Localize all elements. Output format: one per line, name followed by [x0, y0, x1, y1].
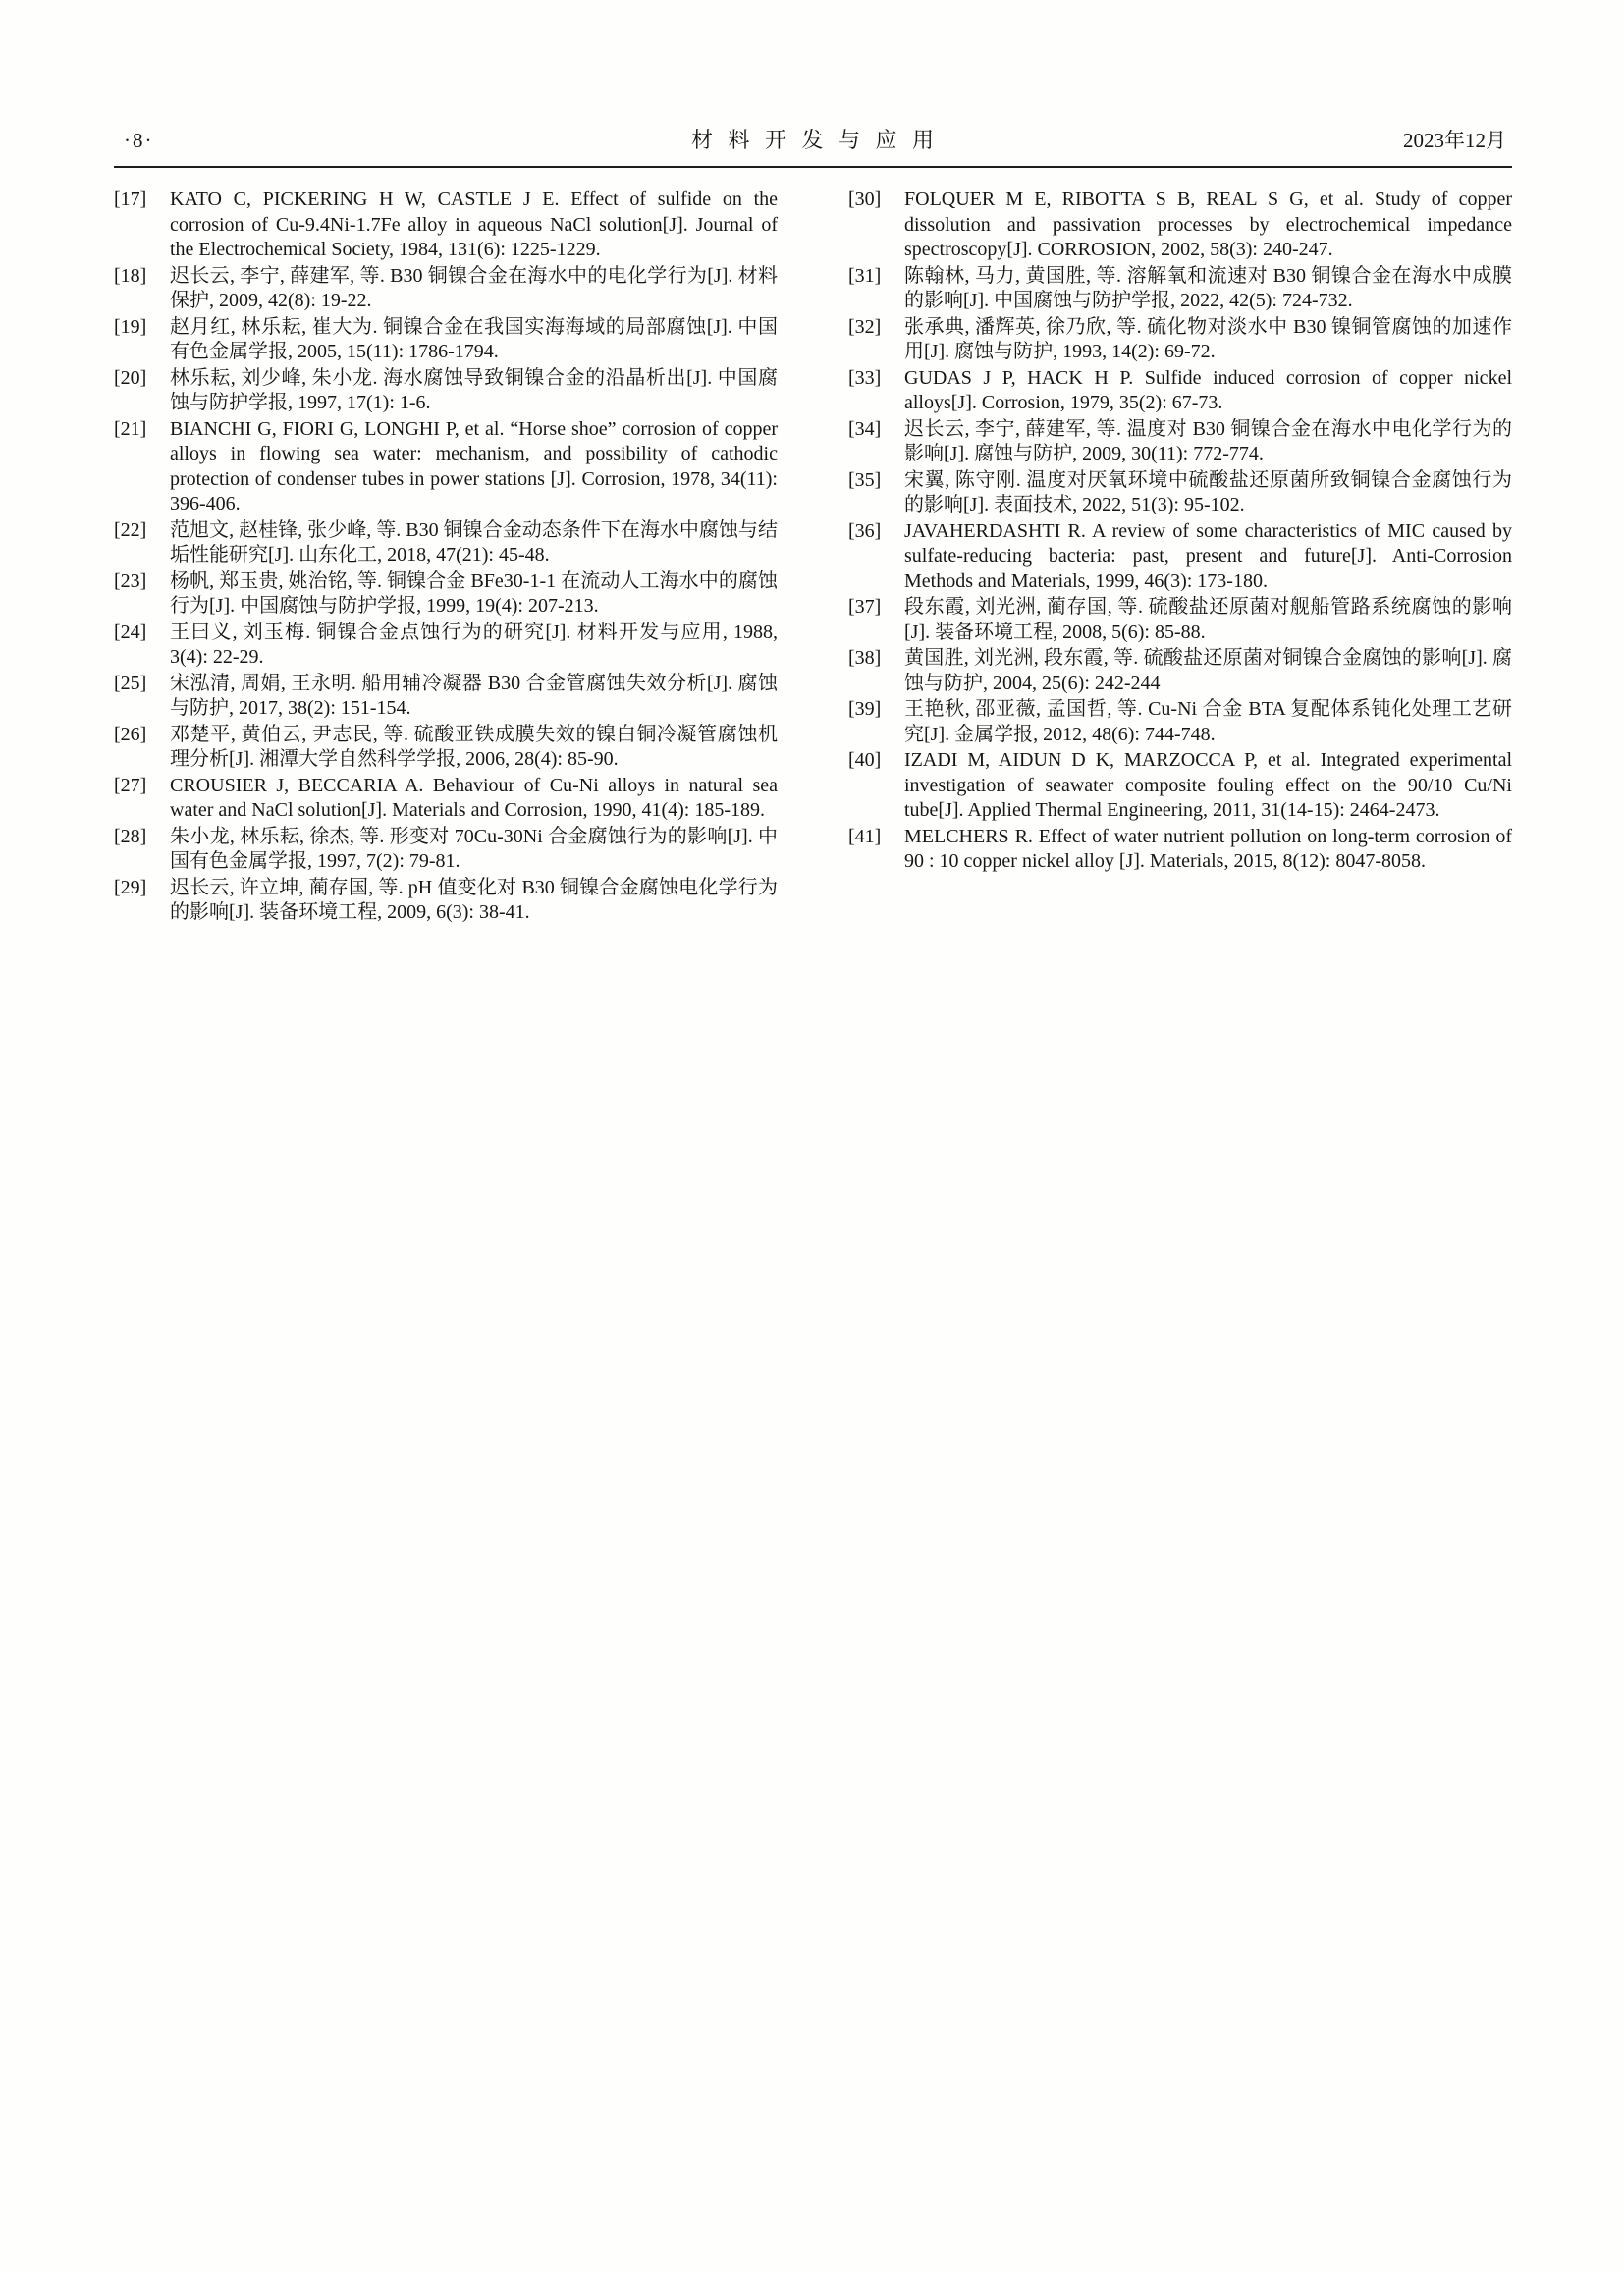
- reference-item: [114, 672, 778, 722]
- reference-item: [848, 825, 1512, 875]
- reference-number: [24]: [114, 621, 147, 643]
- page-header: [114, 124, 1512, 166]
- reference-item: [114, 518, 778, 568]
- reference-item: [848, 468, 1512, 518]
- reference-text: FOLQUER M E, RIBOTTA S B, REAL S G, et al. Study of copper dissolution and passivation processes by electrochemical impedance spectroscopy[J]. CORROSION, 2002, 58(3): 240-247.: [904, 189, 1512, 260]
- reference-number: [36]: [848, 519, 882, 542]
- reference-item: [114, 774, 778, 824]
- reference-item: [114, 825, 778, 875]
- reference-text: 宋翼, 陈守刚. 温度对厌氧环境中硫酸盐还原菌所致铜镍合金腐蚀行为的影响[J]. 表面技术, 2022, 51(3): 95-102.: [904, 468, 1512, 515]
- reference-text: 迟长云, 李宁, 薛建军, 等. 温度对 B30 铜镍合金在海水中电化学行为的影响[J]. 腐蚀与防护, 2009, 30(11): 772-774.: [904, 417, 1512, 464]
- reference-text: IZADI M, AIDUN D K, MARZOCCA P, et al. Integrated experimental investigation of seawater composite fouling effect on the 90/10 Cu/Ni tube[J]. Applied Thermal Engineering, 2011, 31(14-15): 2464-2473.: [904, 749, 1512, 821]
- reference-item: [114, 723, 778, 773]
- reference-item: [114, 188, 778, 263]
- reference-number: [34]: [848, 417, 882, 440]
- reference-item: [848, 188, 1512, 263]
- reference-text: 黄国胜, 刘光洲, 段东霞, 等. 硫酸盐还原菌对铜镍合金腐蚀的影响[J]. 腐蚀与防护, 2004, 25(6): 242-244: [904, 647, 1512, 694]
- reference-item: [848, 697, 1512, 747]
- reference-text: 迟长云, 许立坤, 蔺存国, 等. pH 值变化对 B30 铜镍合金腐蚀电化学行为的影响[J]. 装备环境工程, 2009, 6(3): 38-41.: [170, 876, 778, 923]
- reference-text: 张承典, 潘辉英, 徐乃欣, 等. 硫化物对淡水中 B30 镍铜管腐蚀的加速作用[J]. 腐蚀与防护, 1993, 14(2): 69-72.: [904, 315, 1512, 362]
- reference-text: MELCHERS R. Effect of water nutrient pollution on long-term corrosion of 90 : 10 copper nickel alloy [J]. Materials, 2015, 8(12): 8047-8058.: [904, 825, 1512, 872]
- reference-number: [30]: [848, 189, 882, 210]
- reference-item: [848, 519, 1512, 595]
- references-section: [114, 188, 1512, 927]
- reference-number: [39]: [848, 698, 882, 720]
- reference-number: [26]: [114, 723, 147, 745]
- reference-number: [31]: [848, 264, 882, 287]
- reference-item: [848, 595, 1512, 645]
- reference-number: [23]: [114, 569, 147, 592]
- reference-text: 邓楚平, 黄伯云, 尹志民, 等. 硫酸亚铁成膜失效的镍白铜冷凝管腐蚀机理分析[J]. 湘潭大学自然科学学报, 2006, 28(4): 85-90.: [170, 723, 778, 770]
- reference-text: KATO C, PICKERING H W, CASTLE J E. Effect of sulfide on the corrosion of Cu-9.4Ni-1.7Fe alloy in aqueous NaCl solution[J]. Journal of the Electrochemical Society, 1984, 131(6): 1225-1229.: [170, 189, 778, 260]
- issue-date: 2023年12月: [1403, 129, 1506, 152]
- reference-text: 陈翰林, 马力, 黄国胜, 等. 溶解氧和流速对 B30 铜镍合金在海水中成膜的影响[J]. 中国腐蚀与防护学报, 2022, 42(5): 724-732.: [904, 264, 1512, 311]
- reference-item: [848, 417, 1512, 467]
- references-column-left: [114, 188, 778, 927]
- reference-number: [32]: [848, 315, 882, 338]
- journal-title: 材 料 开 发 与 应 用: [690, 128, 939, 152]
- reference-text: 宋泓清, 周娟, 王永明. 船用辅冷凝器 B30 合金管腐蚀失效分析[J]. 腐蚀与防护, 2017, 38(2): 151-154.: [170, 672, 778, 719]
- reference-text: 杨帆, 郑玉贵, 姚治铭, 等. 铜镍合金 BFe30-1-1 在流动人工海水中的腐蚀行为[J]. 中国腐蚀与防护学报, 1999, 19(4): 207-213.: [170, 569, 778, 617]
- page-number: ·8·: [124, 129, 154, 152]
- reference-number: [27]: [114, 774, 147, 796]
- reference-number: [17]: [114, 189, 147, 210]
- reference-item: [114, 264, 778, 314]
- reference-text: 范旭文, 赵桂锋, 张少峰, 等. B30 铜镍合金动态条件下在海水中腐蚀与结垢性能研究[J]. 山东化工, 2018, 47(21): 45-48.: [170, 518, 778, 566]
- reference-number: [37]: [848, 596, 882, 618]
- reference-text: CROUSIER J, BECCARIA A. Behaviour of Cu-Ni alloys in natural sea water and NaCl solution[J]. Materials and Corrosion, 1990, 41(4): 185-189.: [170, 774, 778, 821]
- reference-number: [35]: [848, 468, 882, 491]
- header-rule: [114, 166, 1512, 168]
- reference-text: 林乐耘, 刘少峰, 朱小龙. 海水腐蚀导致铜镍合金的沿晶析出[J]. 中国腐蚀与防护学报, 1997, 17(1): 1-6.: [170, 366, 778, 413]
- reference-item: [848, 315, 1512, 365]
- reference-item: [114, 569, 778, 620]
- reference-text: BIANCHI G, FIORI G, LONGHI P, et al. “Horse shoe” corrosion of copper alloys in flowing sea water: mechanism, and possibility of cathodic protection of condenser tubes in power stations [J]. Corrosion, 1978, 34(11): 396-406.: [170, 417, 778, 514]
- reference-text: JAVAHERDASHTI R. A review of some characteristics of MIC caused by sulfate-reducing bacteria: past, present and future[J]. Anti-Corrosion Methods and Materials, 1999, 46(3): 173-180.: [904, 519, 1512, 592]
- reference-number: [38]: [848, 647, 882, 669]
- reference-number: [20]: [114, 366, 147, 389]
- reference-text: 王艳秋, 邵亚薇, 孟国哲, 等. Cu-Ni 合金 BTA 复配体系钝化处理工艺研究[J]. 金属学报, 2012, 48(6): 744-748.: [904, 698, 1512, 745]
- reference-item: [114, 315, 778, 365]
- reference-text: 赵月红, 林乐耘, 崔大为. 铜镍合金在我国实海海域的局部腐蚀[J]. 中国有色金属学报, 2005, 15(11): 1786-1794.: [170, 315, 778, 362]
- reference-item: [848, 646, 1512, 696]
- reference-number: [25]: [114, 672, 147, 694]
- reference-text: 朱小龙, 林乐耘, 徐杰, 等. 形变对 70Cu-30Ni 合金腐蚀行为的影响[J]. 中国有色金属学报, 1997, 7(2): 79-81.: [170, 825, 778, 872]
- reference-text: GUDAS J P, HACK H P. Sulfide induced corrosion of copper nickel alloys[J]. Corrosion, 1979, 35(2): 67-73.: [904, 366, 1512, 413]
- reference-item: [848, 748, 1512, 824]
- reference-number: [33]: [848, 366, 882, 389]
- reference-item: [114, 621, 778, 671]
- reference-text: 段东霞, 刘光洲, 蔺存国, 等. 硫酸盐还原菌对舰船管路系统腐蚀的影响[J]. 装备环境工程, 2008, 5(6): 85-88.: [904, 596, 1512, 643]
- reference-number: [28]: [114, 825, 147, 847]
- reference-number: [29]: [114, 876, 147, 898]
- reference-number: [41]: [848, 825, 882, 847]
- reference-number: [22]: [114, 518, 147, 541]
- reference-text: 王曰义, 刘玉梅. 铜镍合金点蚀行为的研究[J]. 材料开发与应用, 1988, 3(4): 22-29.: [170, 621, 778, 668]
- reference-number: [40]: [848, 749, 882, 771]
- references-column-right: [848, 188, 1512, 927]
- reference-text: 迟长云, 李宁, 薛建军, 等. B30 铜镍合金在海水中的电化学行为[J]. 材料保护, 2009, 42(8): 19-22.: [170, 264, 778, 311]
- reference-item: [848, 366, 1512, 416]
- reference-number: [21]: [114, 417, 147, 440]
- reference-item: [114, 366, 778, 416]
- reference-number: [18]: [114, 264, 147, 287]
- reference-number: [19]: [114, 315, 147, 338]
- reference-item: [848, 264, 1512, 314]
- reference-item: [114, 417, 778, 517]
- reference-item: [114, 876, 778, 926]
